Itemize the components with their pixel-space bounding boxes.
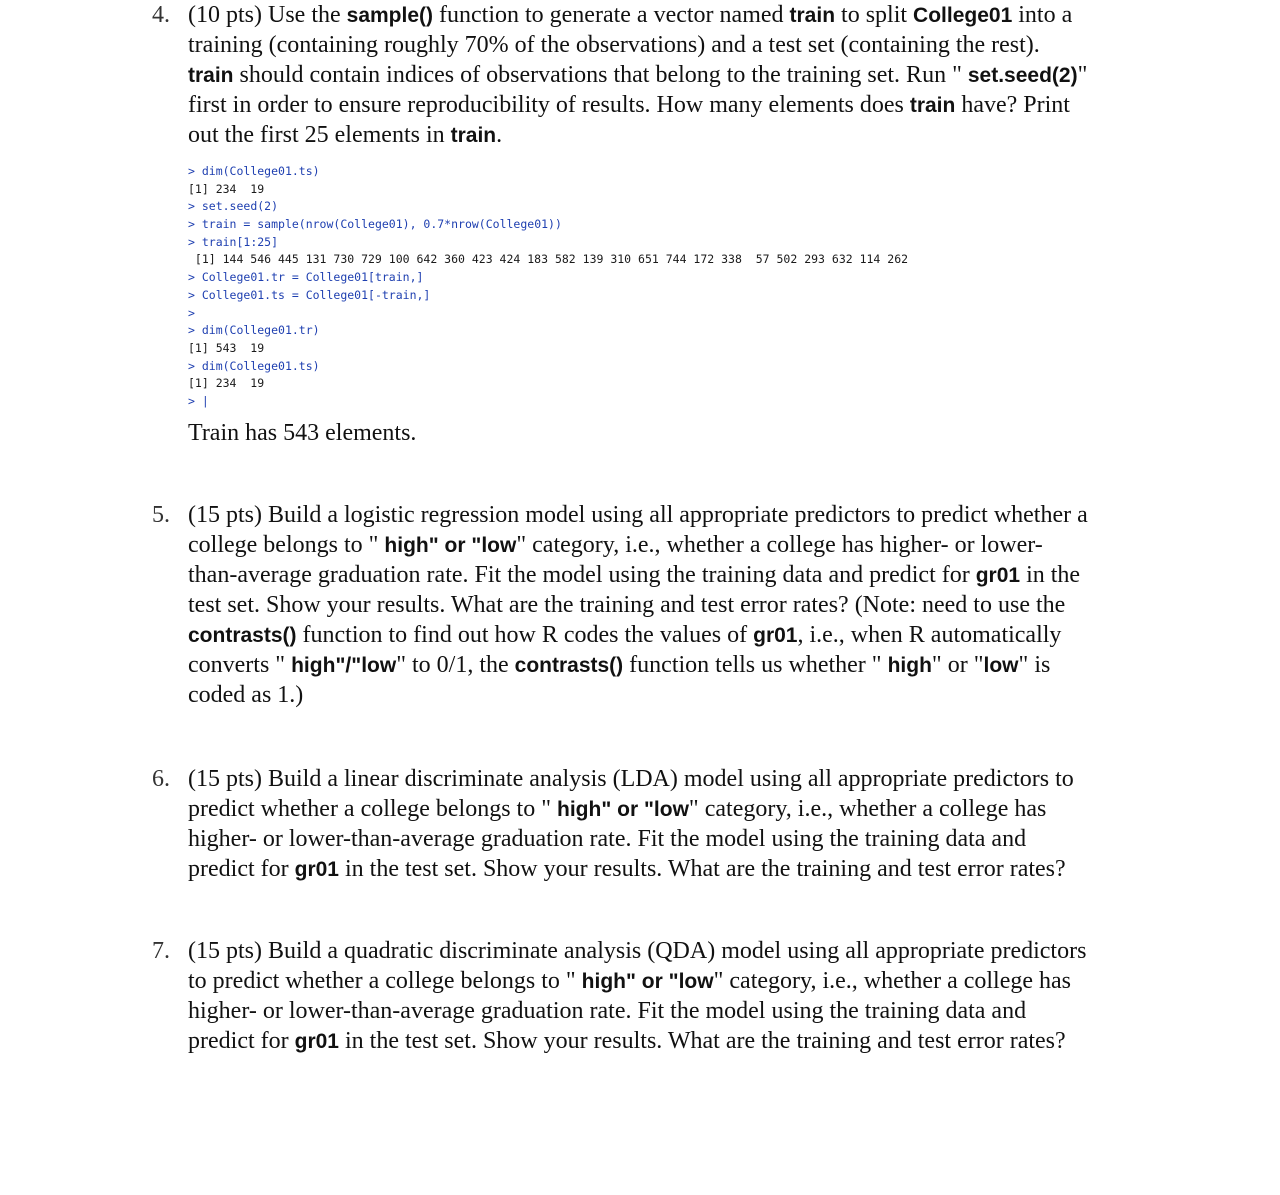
question-4-line-5: out the first 25 elements in train. bbox=[188, 122, 503, 148]
console-prompt: > bbox=[188, 234, 202, 249]
console-command: dim(College01.ts) bbox=[201, 358, 320, 373]
question-5-text bbox=[188, 500, 1148, 710]
console-prompt: > bbox=[188, 217, 202, 232]
console-command: train = sample(nrow(College01), 0.7*nrow(College01)) bbox=[201, 217, 562, 232]
console-output: [1] 234 19 bbox=[188, 376, 265, 391]
console-prompt: > bbox=[188, 393, 202, 408]
question-5-line-3: than-average graduation rate. Fit the model using the training data and predict for gr01 in the bbox=[188, 562, 1081, 588]
question-5-number: 5. bbox=[152, 502, 170, 528]
question-5-line-6: converts " high"/"low" to 0/1, the contrasts() function tells us whether " high" or "low" is bbox=[188, 652, 1051, 678]
question-7-text bbox=[188, 936, 1148, 1056]
console-command: College01.tr = College01[train,] bbox=[201, 270, 424, 285]
question-6-number: 6. bbox=[152, 766, 170, 792]
console-line bbox=[188, 198, 1178, 216]
question-6-line-1: (15 pts) Build a linear discriminate analysis (LDA) model using all appropriate predictors to bbox=[188, 766, 1074, 792]
question-7-line-3: higher- or lower-than-average graduation rate. Fit the model using the training data and bbox=[188, 998, 1027, 1024]
console-line bbox=[188, 340, 1178, 358]
question-4-text bbox=[188, 0, 1148, 150]
console-command: College01.ts = College01[-train,] bbox=[201, 287, 431, 302]
code-set-seed: set.seed(2) bbox=[967, 64, 1078, 87]
question-4-line-1: (10 pts) Use the sample() function to generate a vector named train to split College01 into a bbox=[188, 2, 1073, 28]
code-train: train bbox=[789, 4, 836, 27]
code-college01: College01 bbox=[913, 4, 1013, 27]
console-prompt: > bbox=[188, 305, 202, 320]
console-line bbox=[188, 181, 1178, 199]
console-line bbox=[188, 234, 1178, 252]
console-command: dim(College01.tr) bbox=[201, 323, 320, 338]
console-prompt: > bbox=[188, 164, 202, 178]
question-4-line-4: first in order to ensure reproducibility of results. How many elements does train have? Print bbox=[188, 92, 1070, 118]
question-5-line-2: college belongs to " high" or "low" category, i.e., whether a college has higher- or lower- bbox=[188, 532, 1043, 558]
question-5-line-4: test set. Show your results. What are the training and test error rates? (Note: need to use the bbox=[188, 592, 1066, 618]
console-line bbox=[188, 216, 1178, 234]
question-4-line-2: training (containing roughly 70% of the observations) and a test set (containing the rest). bbox=[188, 32, 1040, 58]
question-7-line-2: to predict whether a college belongs to " high" or "low" category, i.e., whether a college has bbox=[188, 968, 1072, 994]
question-5-line-5: contrasts() function to find out how R codes the values of gr01, i.e., when R automatically bbox=[188, 622, 1062, 648]
console-command: | bbox=[201, 393, 209, 408]
question-7-line-4: predict for gr01 in the test set. Show your results. What are the training and test error rates? bbox=[188, 1028, 1066, 1054]
r-console-output bbox=[188, 163, 1178, 413]
question-4-line-3: train should contain indices of observations that belong to the training set. Run " set.seed(2)" bbox=[188, 62, 1088, 88]
console-prompt: > bbox=[188, 270, 202, 285]
question-7-line-1: (15 pts) Build a quadratic discriminate analysis (QDA) model using all appropriate predictors bbox=[188, 938, 1087, 964]
console-line bbox=[188, 287, 1178, 305]
console-prompt: > bbox=[188, 287, 202, 302]
answer-4: Train has 543 elements. bbox=[188, 420, 417, 446]
question-5-line-1: (15 pts) Build a logistic regression model using all appropriate predictors to predict whether a bbox=[188, 502, 1088, 528]
console-line bbox=[188, 305, 1178, 323]
console-prompt: > bbox=[188, 199, 202, 214]
console-output: [1] 543 19 bbox=[188, 340, 265, 355]
console-output: [1] 144 546 445 131 730 729 100 642 360 423 424 183 582 139 310 651 744 172 338 57 502 293 632 114 262 bbox=[188, 252, 909, 267]
console-line bbox=[188, 269, 1178, 287]
console-command: train[1:25] bbox=[201, 234, 279, 249]
console-output: [1] 234 19 bbox=[188, 181, 265, 196]
console-command: set.seed(2) bbox=[201, 199, 279, 214]
question-6-line-2: predict whether a college belongs to " high" or "low" category, i.e., whether a college has bbox=[188, 796, 1047, 822]
question-6-line-4: predict for gr01 in the test set. Show your results. What are the training and test error rates? bbox=[188, 856, 1066, 882]
question-6-line-3: higher- or lower-than-average graduation rate. Fit the model using the training data and bbox=[188, 826, 1027, 852]
console-line bbox=[188, 251, 1178, 269]
question-5-line-7: coded as 1.) bbox=[188, 682, 304, 708]
code-sample: sample() bbox=[346, 4, 433, 27]
console-command: dim(College01.ts) bbox=[201, 164, 320, 178]
console-prompt: > bbox=[188, 358, 202, 373]
console-line bbox=[188, 393, 1178, 411]
console-line bbox=[188, 375, 1178, 393]
console-line bbox=[188, 322, 1178, 340]
question-4-number: 4. bbox=[152, 2, 170, 28]
console-prompt: > bbox=[188, 323, 202, 338]
question-7-number: 7. bbox=[152, 938, 170, 964]
console-line bbox=[188, 358, 1178, 376]
question-6-text bbox=[188, 764, 1148, 884]
console-line bbox=[188, 163, 1178, 181]
